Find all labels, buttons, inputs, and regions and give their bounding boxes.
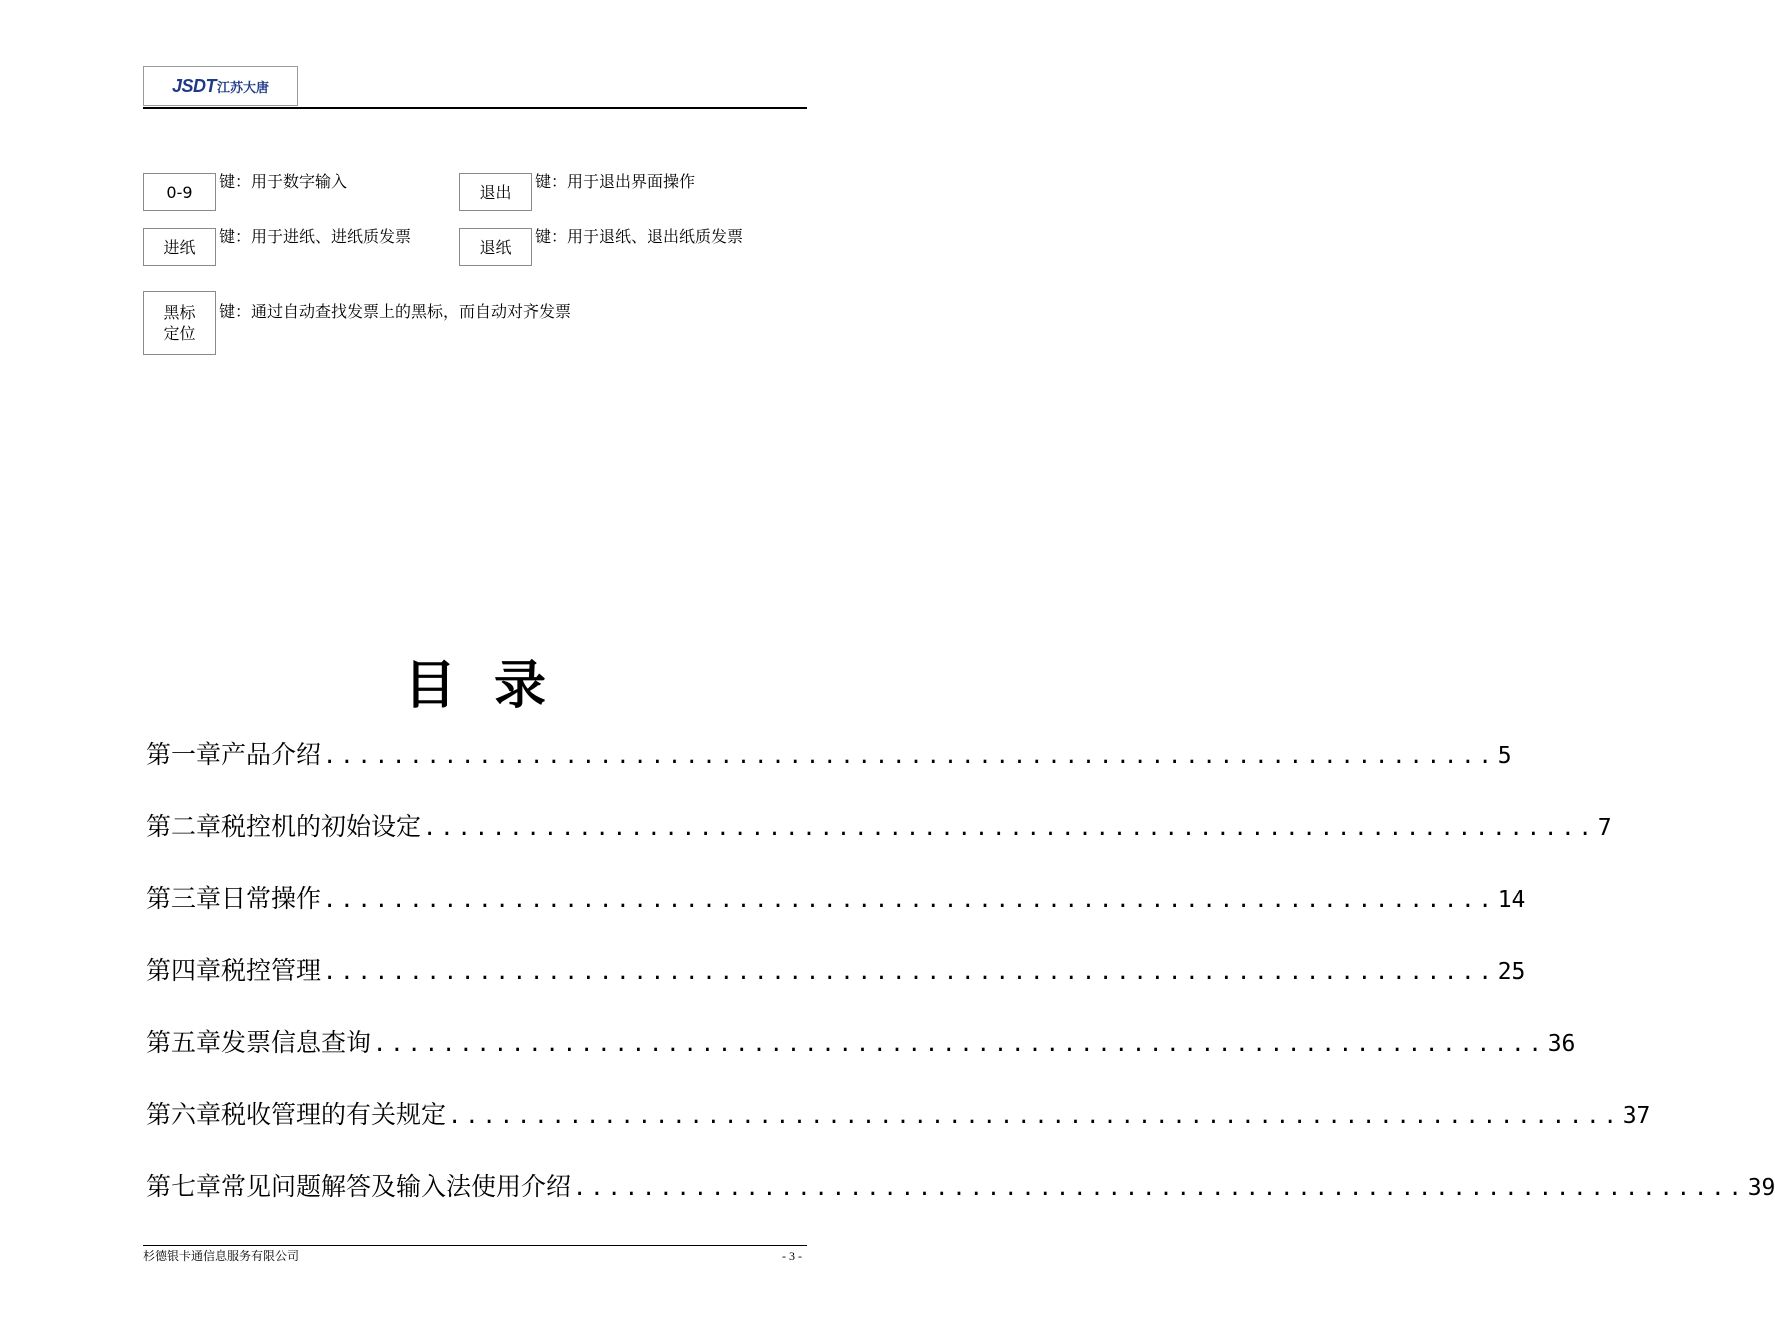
key-eject-description: 键：用于退纸、退出纸质发票 <box>535 227 744 246</box>
toc-chapter: 第四章 <box>146 956 222 985</box>
key-digits-label: 0-9 <box>166 182 193 202</box>
toc-dot-leader: .................................................................... <box>323 888 1496 913</box>
toc-heading: 产品介绍 <box>221 740 322 769</box>
key-digits-description: 键：用于数字输入 <box>219 172 348 191</box>
toc-dot-leader: .................................................................... <box>448 1104 1621 1129</box>
key-exit-description: 键：用于退出界面操作 <box>535 172 696 191</box>
toc-chapter: 第二章 <box>146 812 222 841</box>
toc-title-char1: 目 <box>403 655 456 716</box>
toc-chapter: 第三章 <box>146 884 222 913</box>
logo-latin-text: JSDT <box>171 75 216 96</box>
key-eject <box>459 228 532 266</box>
toc-entry[interactable] <box>146 1097 1651 1133</box>
toc-page-number: 37 <box>1622 1103 1651 1129</box>
footer-page-number: - 3 - <box>782 1249 802 1263</box>
logo-cjk-text: 江苏大唐 <box>217 80 270 96</box>
toc-dot-leader: .................................................................... <box>573 1176 1746 1201</box>
toc-dot-leader: .................................................................... <box>373 1032 1546 1057</box>
toc-heading: 税控管理 <box>221 956 322 985</box>
toc-page-number: 36 <box>1547 1031 1576 1057</box>
toc-page-number: 7 <box>1597 815 1612 841</box>
toc-dot-leader: .................................................................... <box>323 744 1496 769</box>
toc-entry[interactable] <box>146 809 1612 845</box>
toc-heading: 税控机的初始设定 <box>221 812 422 841</box>
key-feed-description: 键：用于进纸、进纸质发票 <box>219 227 412 246</box>
toc-chapter: 第六章 <box>146 1100 222 1129</box>
toc-page-number: 5 <box>1497 743 1512 769</box>
toc-dot-leader: .................................................................... <box>323 960 1496 985</box>
toc-page-number: 39 <box>1747 1175 1775 1201</box>
key-black-mark-label-line2: 定位 <box>163 324 196 343</box>
toc-entry[interactable] <box>146 1025 1576 1061</box>
key-black-mark-label-line1: 黑标 <box>163 303 196 322</box>
toc-dot-leader: .................................................................... <box>423 816 1596 841</box>
toc-entry[interactable] <box>146 737 1512 773</box>
key-feed-label: 进纸 <box>163 237 196 257</box>
key-black-mark-description: 键：通过自动查找发票上的黑标，而自动对齐发票 <box>219 302 572 321</box>
footer-company: 杉德银卡通信息服务有限公司 <box>143 1249 300 1263</box>
company-logo <box>143 66 298 106</box>
footer-divider <box>143 1245 807 1246</box>
toc-entry[interactable] <box>146 953 1526 989</box>
key-feed <box>143 228 216 266</box>
toc-heading: 日常操作 <box>221 884 322 913</box>
key-exit-label: 退出 <box>479 182 512 202</box>
key-digits <box>143 173 216 211</box>
toc-entry[interactable] <box>146 1169 1775 1205</box>
toc-heading: 税收管理的有关规定 <box>221 1100 447 1129</box>
toc-heading: 常见问题解答及输入法使用介绍 <box>221 1172 572 1201</box>
key-black-mark <box>143 291 216 355</box>
toc-chapter: 第五章 <box>146 1028 222 1057</box>
header-divider <box>143 107 807 109</box>
toc-chapter: 第一章 <box>146 740 222 769</box>
toc-title-char2: 录 <box>494 655 547 716</box>
toc-chapter: 第七章 <box>146 1172 222 1201</box>
key-eject-label: 退纸 <box>479 237 512 257</box>
toc-page-number: 14 <box>1497 887 1526 913</box>
toc-title <box>0 653 950 719</box>
toc-page-number: 25 <box>1497 959 1526 985</box>
key-exit <box>459 173 532 211</box>
toc-heading: 发票信息查询 <box>221 1028 372 1057</box>
toc-entry[interactable] <box>146 881 1526 917</box>
